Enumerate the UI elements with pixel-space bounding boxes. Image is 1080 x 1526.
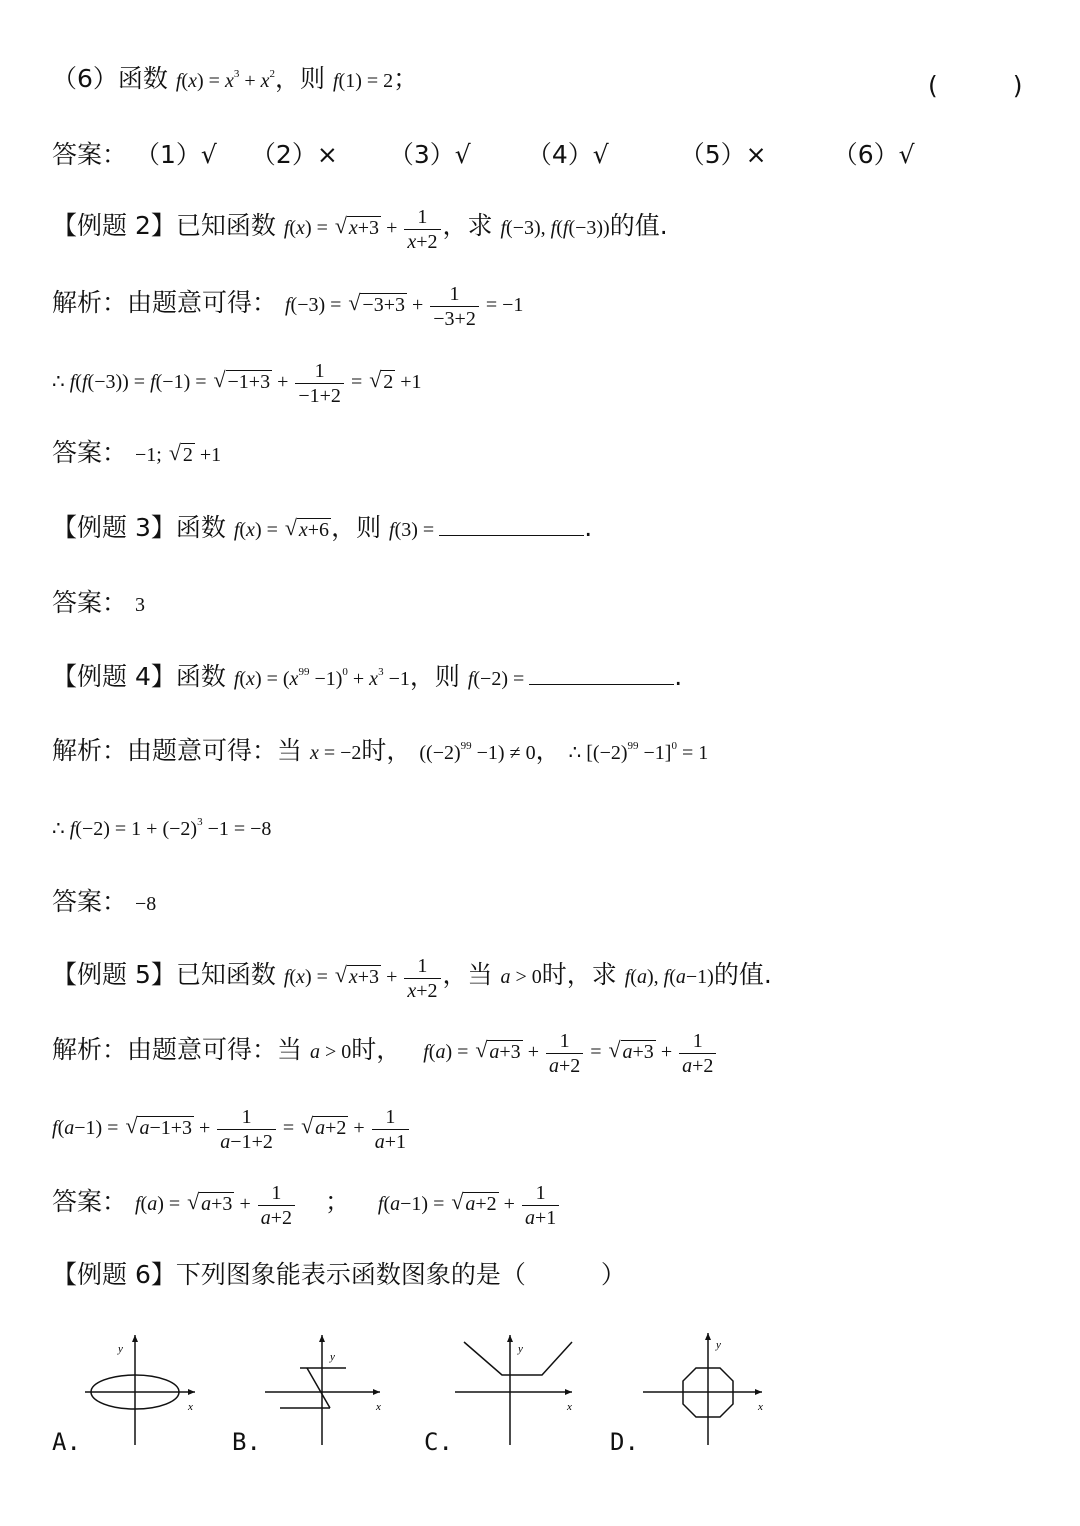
answer-item: （4）√ <box>526 140 609 169</box>
option-b-label: B. <box>232 1428 261 1456</box>
example-2-function: f(x) = √ x+3 + $\frac{1}{x+2}$ <box>284 217 443 239</box>
svg-text:y: y <box>716 1339 721 1351</box>
example-3-target: f(3) = <box>389 519 440 541</box>
example-3-answer-label: 答案： <box>52 588 128 617</box>
q6-line <box>52 66 418 91</box>
svg-text:x: x <box>376 1401 381 1413</box>
example-2-answer-value: −1; √ 2 +1 <box>135 444 221 466</box>
example-3-title: 【例题 3】函数 <box>52 513 226 542</box>
example-5-title: 【例题 5】已知函数 <box>52 960 276 990</box>
example-4-answer <box>52 889 156 914</box>
example-2-mid: ，求 <box>442 211 493 241</box>
example-5-step-2: f(a−1) = √ a−1+3 + $\frac{1}{a-1+2}$ = √ a+2 + $\frac{1}{a+1}$ <box>52 1106 411 1153</box>
example-4-solution: 解析：由题意可得：当 x = −2时， $((-2)^{99} -1) \ne 0$， ∴ $[(-2)^{99} -1]^0 = 1$ <box>52 736 709 765</box>
example-3-blank <box>439 515 584 536</box>
answers-label: 答案： <box>52 140 128 169</box>
example-4-end: . <box>674 662 683 691</box>
svg-text:x: x <box>567 1401 572 1413</box>
example-4-blank <box>529 664 674 685</box>
q6-end: ； <box>393 64 419 93</box>
q6-label: （6）函数 <box>52 64 168 93</box>
example-4-mid: ，则 <box>409 662 460 691</box>
answer-item: （1）√ <box>134 140 217 169</box>
example-2-title: 【例题 2】已知函数 <box>52 211 276 241</box>
q6-answer-paren: ( ) <box>928 71 1023 100</box>
example-5-solution: 解析：由题意可得：当 a > 0时， f(a) = √ a+3 + $\frac{1}{a+2}$ = √ a+3 + $\frac{1}{a+2}$ <box>52 1030 718 1077</box>
example-3-function: f(x) = √ x+6 <box>234 519 331 541</box>
svg-text:y: y <box>330 1351 335 1363</box>
example-4-answer-label: 答案： <box>52 887 128 916</box>
option-a-label: A. <box>52 1428 81 1456</box>
q6-function: $f(x) = x^3 + x^2$ <box>175 68 275 92</box>
graph-a-ellipse <box>80 1330 200 1450</box>
example-4-function: $f(x) = (x^{99} -1)^0 + x^3 -1$ <box>233 666 410 690</box>
example-4-answer-value: −8 <box>134 893 157 915</box>
example-2-solution <box>52 283 523 330</box>
example-3-answer <box>52 590 145 615</box>
example-3-question <box>52 515 592 540</box>
example-2-step-2: ∴ f(f(−3)) = f(−1) = √ −1+3 + $\frac{1}{-1+2}$ = √ 2 +1 <box>52 360 422 407</box>
answer-item: （3）√ <box>388 140 471 169</box>
example-5-question: 【例题 5】已知函数 f(x) = √ x+3 + $\frac{1}{x+2}$ ，当 a > 0时，求 f(a), f(a−1)的值. <box>52 955 772 1002</box>
answer-item: （6）√ <box>832 140 915 169</box>
example-2-answer-label: 答案： <box>52 438 128 467</box>
answers-row-1 <box>52 142 933 167</box>
example-3-mid: ，则 <box>331 513 382 542</box>
option-c-label: C. <box>424 1428 453 1456</box>
example-2-question <box>52 206 668 253</box>
example-3-end: . <box>584 513 593 542</box>
q6-value: f(1) = 2 <box>332 70 394 92</box>
axis-y-label: y <box>118 1343 123 1355</box>
example-2-solution-label: 解析：由题意可得： <box>52 288 278 318</box>
example-6-question: 【例题 6】下列图象能表示函数图象的是（ ） <box>52 1260 626 1289</box>
answer-item: （5）× <box>679 140 767 169</box>
example-2-step-1: f(−3) = √ −3+3 + $\frac{1}{-3+2}$ = −1 <box>285 294 523 316</box>
axis-x-label: x <box>188 1401 193 1413</box>
svg-text:y: y <box>518 1343 523 1355</box>
graph-b-z-shape <box>262 1330 387 1450</box>
graph-c-trough <box>452 1330 580 1450</box>
example-4-question <box>52 664 682 689</box>
graph-d-octagon <box>640 1330 768 1450</box>
example-2-targets: f(−3), f(f(−3)) <box>500 217 610 240</box>
answer-item: （2）× <box>250 140 338 169</box>
svg-text:x: x <box>758 1401 763 1413</box>
q6-then: ，则 <box>275 64 326 93</box>
example-5-answer: 答案： f(a) = √ a+3 + $\frac{1}{a+2}$ ； f(a−1) = √ a+2 + $\frac{1}{a+1}$ <box>52 1182 561 1229</box>
example-4-target: f(−2) = <box>467 668 530 690</box>
example-4-step-2: ∴ $f(-2) = 1 + (-2)^3 -1 = -8$ <box>52 816 272 840</box>
example-4-solution-label: 解析：由题意可得：当 <box>52 736 303 765</box>
option-d-label: D. <box>610 1428 639 1456</box>
example-2-end: 的值. <box>609 211 668 241</box>
example-4-when: 时， <box>361 736 412 765</box>
example-4-title: 【例题 4】函数 <box>52 662 226 691</box>
example-2-answer <box>52 440 221 465</box>
example-3-answer-value: 3 <box>134 594 145 616</box>
